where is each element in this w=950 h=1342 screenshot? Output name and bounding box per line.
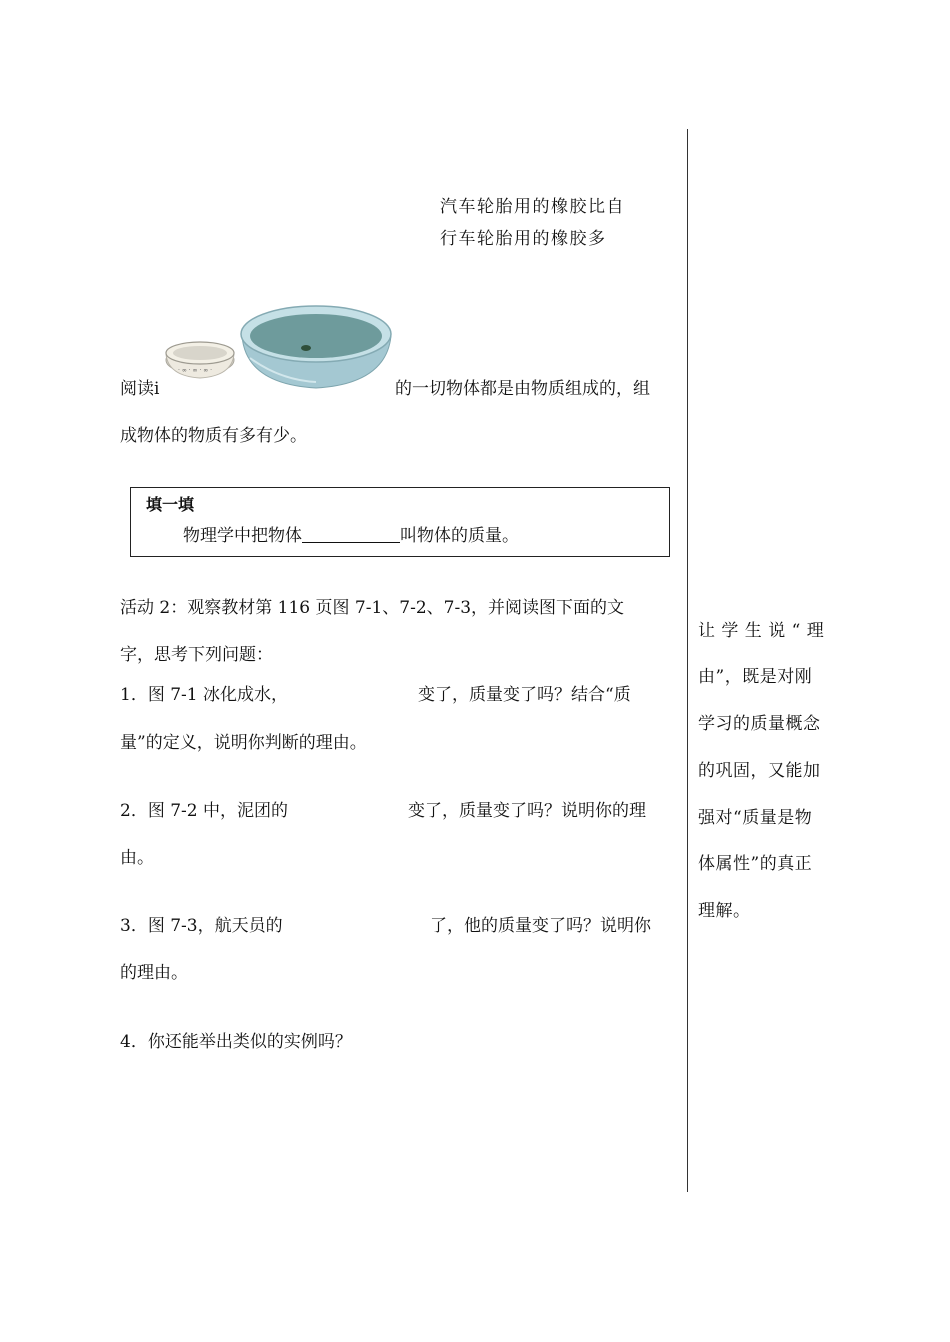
side-note-line: 由”，既是对刚 [698, 667, 813, 687]
side-note-line: 体属性”的真正 [698, 854, 813, 874]
question-4: 4．你还能举出类似的实例吗？ [120, 1032, 352, 1052]
question-2-start: 2．图 7-2 中，泥团的 [120, 801, 288, 821]
activity-line-2: 字，思考下列问题： [120, 645, 273, 665]
svg-text:· ∞ · ∞ · ∞ ·: · ∞ · ∞ · ∞ · [178, 367, 213, 374]
question-2-line-2: 由。 [120, 848, 154, 868]
side-note-line: 理解。 [698, 901, 751, 921]
fill-in-text-after: 叫物体的质量。 [400, 526, 519, 546]
activity-line-1: 活动 2：观察教材第 116 页图 7-1、7-2、7-3，并阅读图下面的文 [120, 598, 625, 618]
question-3-end: 了，他的质量变了吗？说明你 [430, 916, 651, 936]
dish-and-basin-image [160, 298, 395, 393]
reading-prefix: 阅读i [120, 379, 160, 399]
question-3-line-2: 的理由。 [120, 963, 188, 983]
fill-in-blank[interactable] [302, 524, 400, 543]
large-basin-photo [241, 306, 391, 388]
reading-line-1: 的一切物体都是由物质组成的，组 [395, 379, 650, 399]
question-1-line-2: 量”的定义，说明你判断的理由。 [120, 733, 367, 753]
caption-line-2: 行车轮胎用的橡胶多 [440, 229, 607, 249]
fill-in-title: 填一填 [146, 495, 195, 514]
question-1-end: 变了，质量变了吗？结合“质 [418, 685, 631, 705]
side-note-line: 的巩固，又能加 [698, 761, 821, 781]
side-note-line: 强对“质量是物 [698, 808, 813, 828]
side-note-line: 学习的质量概念 [698, 714, 821, 734]
question-1-start: 1．图 7-1 冰化成水， [120, 685, 288, 705]
caption-line-1: 汽车轮胎用的橡胶比自 [440, 197, 625, 217]
question-3-start: 3．图 7-3，航天员的 [120, 916, 283, 936]
column-divider [687, 129, 688, 1192]
fill-in-text-before: 物理学中把物体 [183, 526, 302, 546]
question-2-end: 变了，质量变了吗？说明你的理 [408, 801, 646, 821]
reading-line-2: 成物体的物质有多有少。 [120, 426, 307, 446]
small-dish-photo [166, 342, 234, 378]
fill-in-box [130, 487, 670, 557]
fill-in-sentence [183, 524, 519, 548]
side-note-line: 让 学 生 说 “ 理 [698, 621, 825, 641]
